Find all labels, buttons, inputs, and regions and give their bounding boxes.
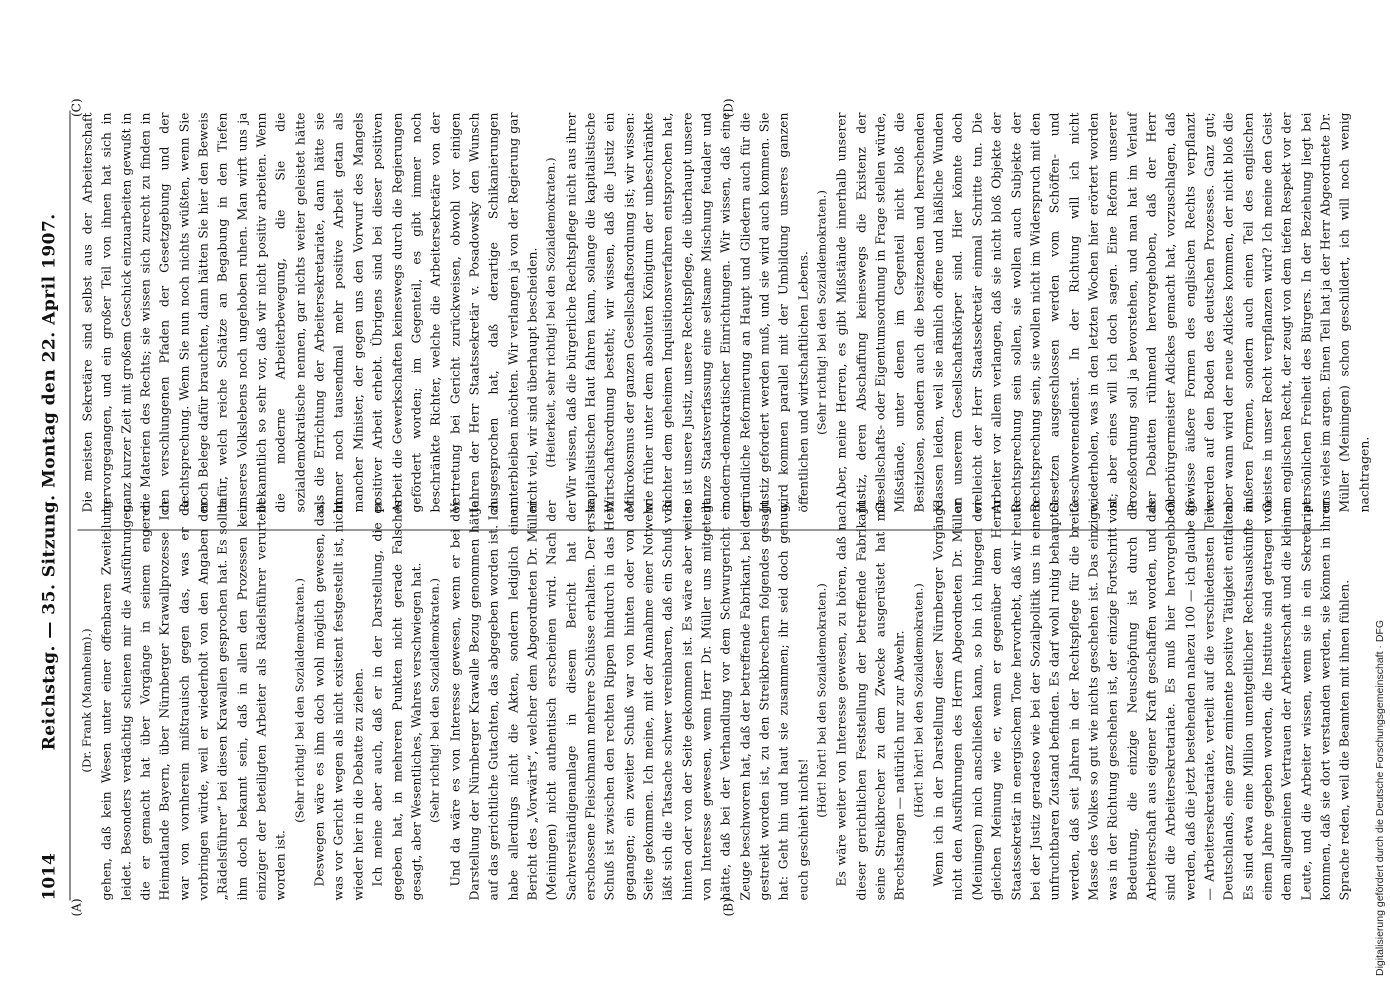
side-note: [1350, 10, 1390, 990]
page-header: [40, 111, 70, 901]
column-divider: [78, 530, 1323, 531]
margin-marker-d: (D): [721, 98, 736, 118]
margin-marker-a: (A): [69, 898, 84, 917]
interjection: (Sehr richtig! bei den Sozialdemokraten.): [814, 190, 829, 435]
page-title: Reichstag. — 35. Sitzung. Montag den 22. April 1907.: [39, 213, 60, 751]
interjection: (Dr. Frank (Mannheim).): [79, 628, 94, 773]
page-number: 1014: [39, 853, 60, 901]
interjection: (Heiterkeit, sehr richtig! bei den Sozialdemokraten.): [543, 157, 558, 468]
document-page: [0, 1, 1383, 1001]
margin-marker-c: (C): [69, 98, 84, 118]
header-rule: [70, 111, 71, 901]
paragraph: Und da wäre es von Interesse gewesen, wenn er bei der Darstellung der Nürnberger Krawalle Bezug genommen hätte auf das gerichtliche Gutachten, das abgegeben worden ist. Ich habe allerdings nicht die Akten, sondern lediglich einen Bericht des „Vorwärts“, welcher dem Abgeordneten Dr. Müller (Meiningen) nicht authentisch erscheinen wird. Nach der Sachverständigenanlage in diesem Bericht hat der erschossene Fleischmann mehrere Schüsse erhalten. Der erste Schuß ist zwischen den rechten Rippen hindurch in das Herz gegangen; ein zweiter Schuß war von hinten oder von der Seite gekommen. Ich meine, mit der Annahme einer Notwehr läßt sich die Tatsache schwer vereinbaren, daß ein Schuß von hinten oder von der Seite gekommen ist. Es wäre aber weiter von Interesse gewesen, wenn Herr Dr. Müller uns mitgeteilt hätte, daß bei der Verhandlung vor dem Schwurgericht ein Zeuge beschworen hat, daß der betreffende Fabrikant, bei dem gestreikt worden ist, zu den Streikbrechern folgendes gesagt hat: Geht hin und haut sie zusammen; ihr seid doch genug, euch geschieht nichts!: [447, 500, 811, 901]
right-column: [78, 112, 1372, 513]
paragraph: Die meisten Sekretäre sind selbst aus der Arbeiterschaft hervorgegangen, und ein großer Teil von ihnen hat sich in ganz kurzer Zeit mit großem Geschick einzuarbeiten gewußt in die Materien des Rechts; sie wissen sich zurecht zu finden in den verschlungenen Pfaden der Gesetzgebung und der Rechtsprechung. Wenn Sie nun noch nichts wüßten, wenn Sie noch Belege dafür brauchten, dann hätten Sie hier den Beweis dafür, welch reiche Schätze an Begabung in den Tiefen unseres Volkslebens noch ungehoben ruhen. Man wirft uns ja bekanntlich so sehr vor, daß wir nicht positiv arbeiten. Wenn die moderne Arbeiterbewegung, die Sie die sozialdemokratische nennen, gar nichts weiter geleistet hätte als die Errichtung der Arbeitersekretariate, dann hätte sie immer noch tausendmal mehr positive Arbeit getan als mancher Minister, der gegen uns den Vorwurf des Mangels positiver Arbeit erhebt. Übrigens sind bei dieser positiven Arbeit die Gewerkschaften keineswegs durch die Regierungen gefördert worden; im Gegenteil, es gibt immer noch beschränkte Richter, welche die Arbeitersekretäre von der Vertretung bei Gericht zurückweisen, obwohl vor einigen Jahren der Herr Staatssekretär v. Posadowsky den Wunsch ausgesprochen hat, daß derartige Schikanierungen unterbleiben möchten. Wir verlangen ja von der Regierung gar nicht viel, wir sind überhaupt bescheiden.: [79, 112, 540, 513]
paragraph: Wir wissen, daß die bürgerliche Rechtspflege nicht aus ihrer kapitalistischen Haut fahren kann, solange die kapitalistische Wirtschaftsordnung besteht; wir wissen, daß die Justiz ein Mikrokosmus der ganzen Gesellschaftsordnung ist; wir wissen: wie früher unter dem absoluten Königtum der unbeschränkte Richter dem geheimen Inquisitionsverfahren entsprochen hat, so ist unsere Justiz, unsere Rechtspflege, die überhaupt unsere ganze Staatsverfassung eine seltsame Mischung feudaler und modern-demokratischer Einrichtungen. Wir wissen, daß eine gründliche Reformierung an Haupt und Gliedern auch für die Justiz gefordert werden muß, und sie wird auch kommen. Sie wird kommen parallel mit der Umbildung unseres ganzen öffentlichen und wirtschaftlichen Lebens.: [563, 112, 811, 513]
interjection: (Hört! hört! bei den Sozialdemokraten.): [814, 583, 829, 818]
paragraph: gehen, daß kein Wesen unter einer offenbaren Zweiteilung leidet. Besonders verdächtig schienen mir die Ausführungen, die er gemacht hat über Vorgänge in seinem engeren Heimatlande Bayern, über Nürnberger Krawallprozesse. Ich war von vornherein mißtrauisch gegen das, was er da vorbringen würde, weil er wiederholt von den Angaben der „Rädelsführer“ bei diesen Krawallen gesprochen hat. Es sollte ihm doch bekannt sein, daß in allen den Prozessen kein einziger der beteiligten Arbeiter als Rädelsführer verurteilt worden ist.: [98, 500, 288, 901]
interjection: (Sehr richtig! bei den Sozialdemokraten.): [427, 578, 442, 823]
paragraph: Aber, meine Herren, es gibt Mißstände innerhalb unserer Justiz, deren Abschaffung keineswegs die Existenz der Gesellschafts- oder Eigentumsordnung in Frage stellen würde, Mißstände, unter denen im Gegenteil nicht bloß die Besitzlosen, sondern auch die besitzenden und herrschenden Klassen leiden, weil sie nämlich offene und häßliche Wunden an unserem Gesellschaftskörper sind. Hier könnte doch vielleicht der Herr Staatssekretär einmal Schritte tun. Die Arbeiter vor allem verlangen, daß sie nicht bloß Objekte der Rechtsprechung sein sollen, sie wollen auch Subjekte der Rechtsprechung sein, sie wollen nicht im Widerspruch mit den Gesetzen ausgeschlossen werden vom Schöffen- und Geschworenendienst. In der Richtung will ich nicht wiederholen, was in den letzten Wochen hier erörtert worden ist; aber eines will ich doch sagen. Eine Reform unserer Prozeßordnung soll ja bevorstehen, und man hat im Verlauf der Debatten rühmend hervorgehoben, daß der Herr Oberbürgermeister Adickes gemacht hat, vorzuschlagen, daß gewisse äußere Formen des englischen Rechts verpflanzt werden auf den Boden des deutschen Prozesses. Ganz gut; aber wann wird der neue Adickes kommen, der nicht bloß die äußeren Formen, sondern auch einen Teil des englischen Geistes in unser Recht verpflanzen wird? Ich meine den Geist im englischen Recht, der zeugt von dem tiefen Respekt vor der persönlichen Freiheit des Bürgers. In der Beziehung liegt bei uns vieles im argen. Einen Teil hat ja der Herr Abgeordnete Dr. Müller (Meiningen) schon geschildert, ich will noch wenig nachtragen.: [833, 112, 1372, 513]
digitization-note: Digitalisierung gefördert durch die Deutsche Forschungsgemeinschaft · DFG: [1374, 619, 1386, 976]
paragraph: Es wäre weiter von Interesse gewesen, zu hören, daß nach dieser gerichtlichen Feststellung der betreffende Fabrikant seine Streikbrecher zu dem Zwecke ausgerüstet hat mit Brechstangen — natürlich nur zur Abwehr.: [833, 500, 907, 901]
paragraph: Deswegen wäre es ihm doch wohl möglich gewesen, das, was vor Gericht wegen als nicht existent festgestellt ist, nicht wieder hier in die Debatte zu ziehen.: [311, 500, 366, 901]
interjection: (Sehr richtig! bei den Sozialdemokraten.): [292, 578, 307, 823]
paragraph: Ich meine aber auch, daß er in der Darstellung, die er gegeben hat, in mehreren Punkten nicht gerade Falsches gesagt, aber Wesentliches, Wahres verschwiegen hat.: [369, 500, 424, 901]
interjection: (Hört! hört! bei den Sozialdemokraten.): [911, 583, 926, 818]
margin-marker-b: (B): [721, 898, 736, 917]
left-column: [78, 500, 1352, 901]
paragraph: Wenn ich in der Darstellung dieser Nürnberger Vorgänge nicht den Ausführungen des Herrn Abgeordneten Dr. Müller (Meiningen) mich anschließen kann, so bin ich hingegen der gleichen Meinung wie er, wenn er gegenüber dem Herrn Staatssekretär in energischem Tone hervorhebt, daß wir heute bei der Justiz geradeso wie bei der Sozialpolitik uns in einem unfruchtbaren Zustand befinden. Es darf wohl ruhig behauptet werden, daß seit Jahren in der Rechtspflege für die breite Masse des Volkes so gut wie nichts geschehen ist. Das einzige, was in der Richtung geschehen ist, der einzige Fortschritt von Bedeutung, die einzige Neuschöpfung ist durch die Arbeiterschaft aus eigener Kraft geschaffen worden, und das sind die Arbeitersekretariate. Es muß hier hervorgehoben werden, daß die jetzt bestehenden nahezu 100 — ich glaube 86 — Arbeitersekretariate, verteilt auf die verschiedensten Teile Deutschlands, eine ganz eminente positive Tätigkeit entfalten. Es sind etwa eine Million unentgeltlicher Rechtsauskünfte in einem Jahre gegeben worden, die Institute sind getragen von dem allgemeinen Vertrauen der Arbeiterschaft und die kleinen Leute, und die Arbeiter wissen, wenn sie in ein Sekretariat kommen, daß sie dort verstanden werden, sie können in ihrer Sprache reden, weil die Beamten mit ihnen fühlen.: [930, 500, 1352, 901]
